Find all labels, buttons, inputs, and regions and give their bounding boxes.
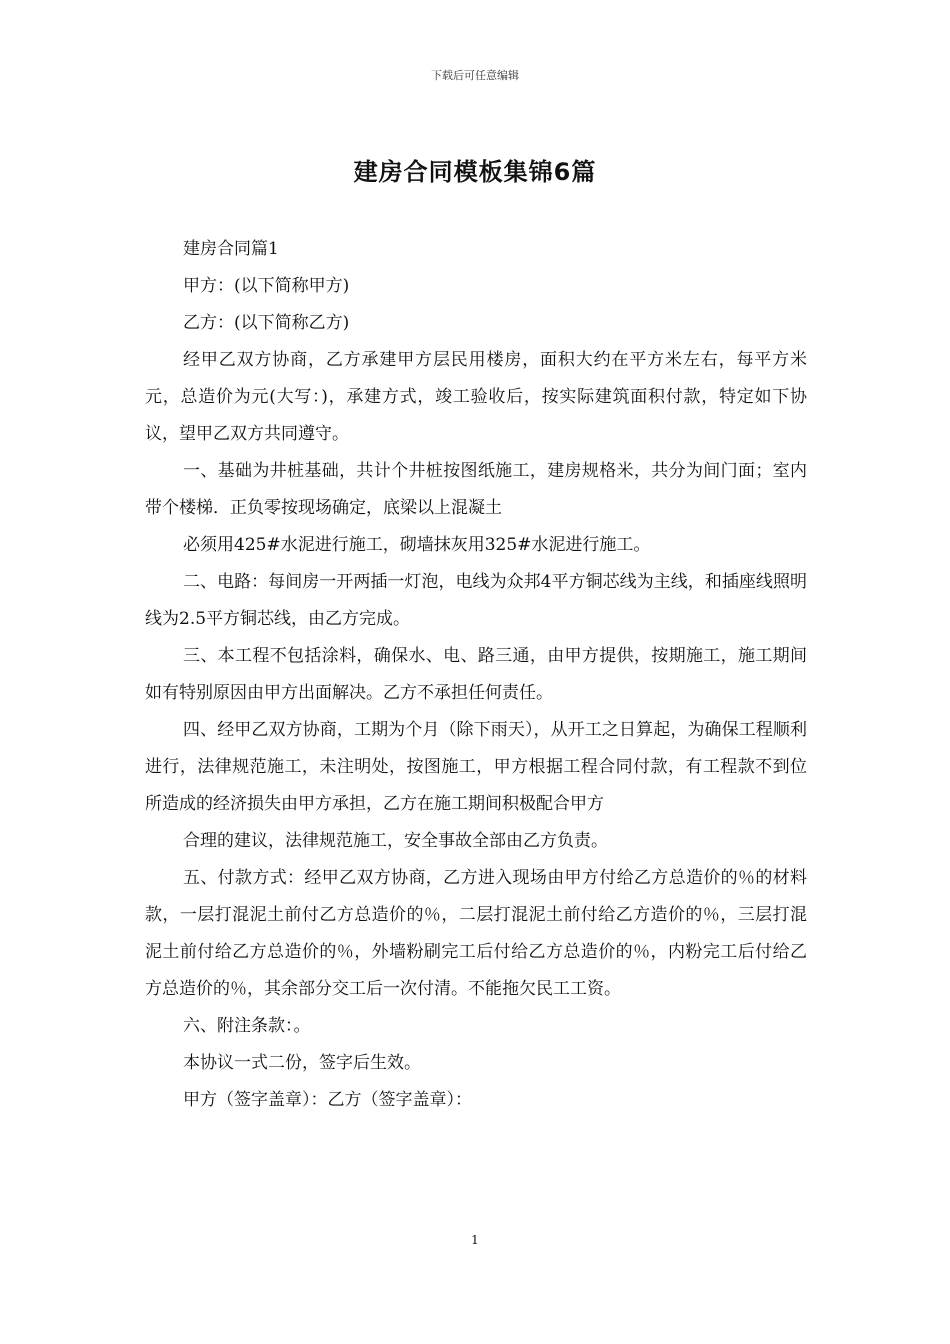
paragraph-clause-3: 三、本工程不包括涂料，确保水、电、路三通，由甲方提供，按期施工，施工期间如有特别原因由甲方出面解决。乙方不承担任何责任。 xyxy=(145,646,807,703)
paragraph-clause-6: 六、附注条款：。 xyxy=(183,1016,311,1036)
section-heading: 建房合同篇1 xyxy=(183,239,279,259)
party-a-line: 甲方：(以下简称甲方) xyxy=(183,276,350,296)
paragraph-clause-1-cont: 必须用425#水泥进行施工，砌墙抹灰用325#水泥进行施工。 xyxy=(183,535,651,555)
paragraph-clause-5: 五、付款方式：经甲乙双方协商，乙方进入现场由甲方付给乙方总造价的％的材料款，一层打混泥土前付乙方总造价的％，二层打混泥土前付给乙方造价的％，三层打混泥土前付给乙方总造价的％，外墙粉刷完工后付给乙方总造价的％，内粉完工后付给乙方总造价的％，其余部分交工后一次付清。不能拖欠民工工资。 xyxy=(145,868,807,999)
signature-line: 甲方（签字盖章）：乙方（签字盖章）： xyxy=(183,1090,472,1110)
paragraph-intro: 经甲乙双方协商，乙方承建甲方层民用楼房，面积大约在平方米左右，每平方米元，总造价为元(大写：)，承建方式，竣工验收后，按实际建筑面积付款，特定如下协议，望甲乙双方共同遵守。 xyxy=(145,350,807,444)
document-title: 建房合同模板集锦6篇 xyxy=(353,158,597,186)
document-body xyxy=(145,231,807,1119)
paragraph-clause-4: 四、经甲乙双方协商，工期为个月（除下雨天），从开工之日算起，为确保工程顺利进行，法律规范施工，未注明处，按图施工，甲方根据工程合同付款，有工程款不到位所造成的经济损失由甲方承担，乙方在施工期间积极配合甲方 xyxy=(145,720,807,814)
page-header: 下载后可任意编辑 xyxy=(431,69,519,82)
paragraph-clause-1: 一、基础为井桩基础，共计个井桩按图纸施工，建房规格米，共分为间门面；室内带个楼梯．正负零按现场确定，底梁以上混凝土 xyxy=(145,461,807,518)
party-b-line: 乙方：(以下简称乙方) xyxy=(183,313,350,333)
paragraph-effect: 本协议一式二份，签字后生效。 xyxy=(183,1053,421,1073)
paragraph-clause-2: 二、电路：每间房一开两插一灯泡，电线为众邦4平方铜芯线为主线，和插座线照明线为2.5平方铜芯线，由乙方完成。 xyxy=(145,572,807,629)
paragraph-clause-4-cont: 合理的建议，法律规范施工，安全事故全部由乙方负责。 xyxy=(183,831,608,851)
page-number: 1 xyxy=(471,1233,479,1247)
